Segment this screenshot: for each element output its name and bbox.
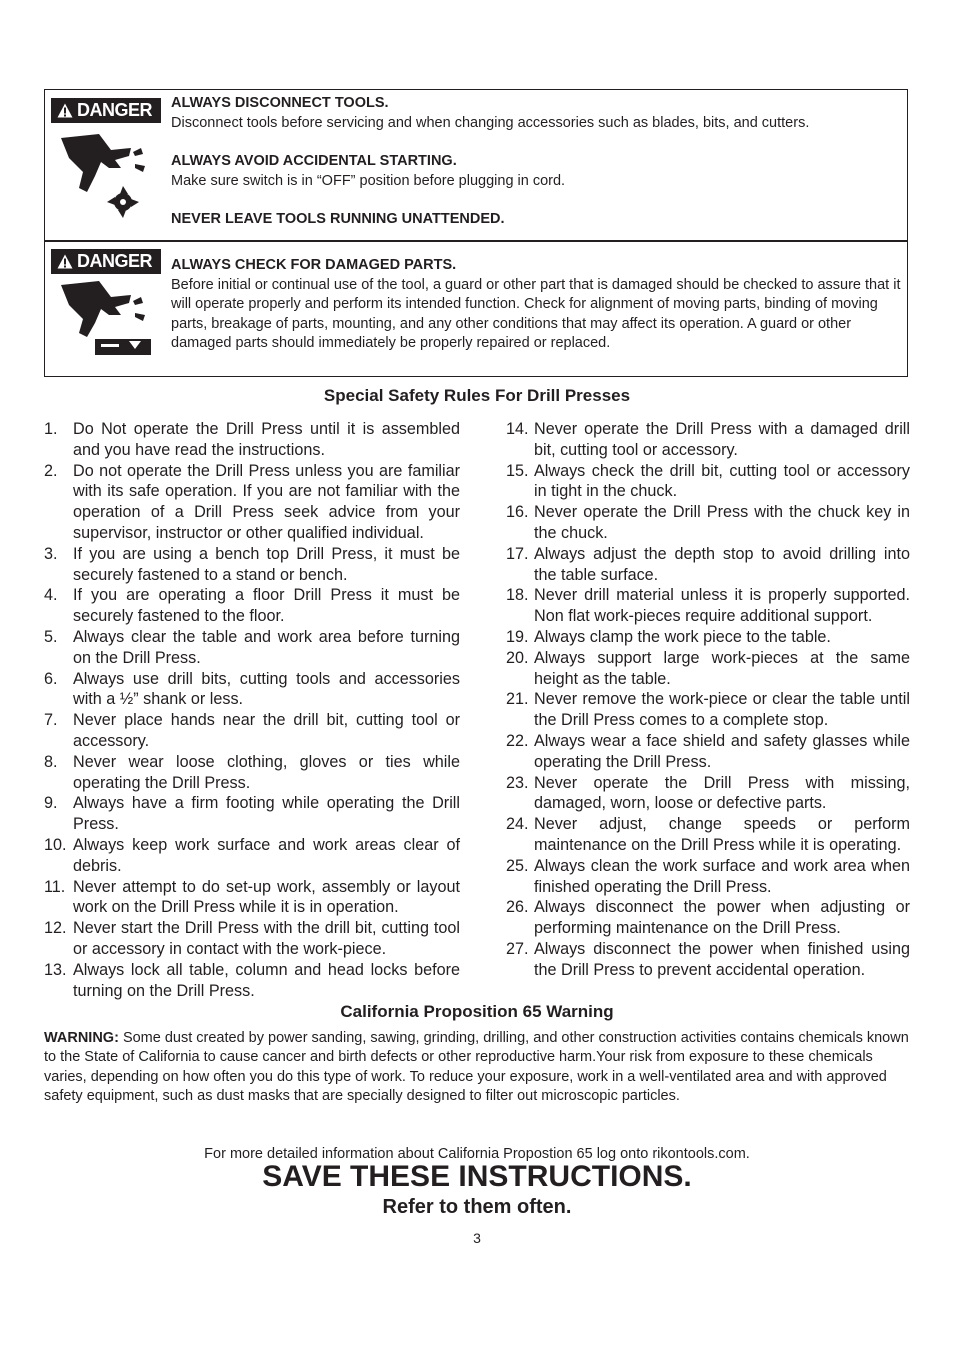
rule-text: Never place hands near the drill bit, cutting tool or accessory. xyxy=(73,711,460,750)
rule-item xyxy=(44,461,460,544)
rule-text: Always keep work surface and work areas clear of debris. xyxy=(73,835,460,875)
rule-item xyxy=(494,461,910,503)
rule-text: Always disconnect the power when finished using the Drill Press to prevent accidental operation. xyxy=(534,939,910,979)
danger-heading-starting: ALWAYS AVOID ACCIDENTAL STARTING. xyxy=(171,153,457,169)
rule-number: 7. xyxy=(44,711,58,730)
danger-body-starting: Make sure switch is in “OFF” position before plugging in cord. xyxy=(171,172,566,189)
rules-list-right xyxy=(494,419,910,981)
rule-text: Always use drill bits, cutting tools and accessories with a ½” shank or less. xyxy=(73,669,460,709)
danger-heading-unattended: NEVER LEAVE TOOLS RUNNING UNATTENDED. xyxy=(171,211,505,227)
rule-text: Always lock all table, column and head locks before turning on the Drill Press. xyxy=(73,960,460,1000)
prop65-warning-label: WARNING: xyxy=(44,1030,119,1046)
rule-text: Never operate the Drill Press with missing, damaged, worn, loose or defective parts. xyxy=(534,773,910,813)
rule-text: If you are using a bench top Drill Press, it must be securely fastened to a stand or bench. xyxy=(73,544,460,584)
danger-badge xyxy=(51,249,161,274)
rule-text: Never attempt to do set-up work, assembly or layout work on the Drill Press while it is in operation. xyxy=(73,877,460,917)
rule-text: Always clear the table and work area before turning on the Drill Press. xyxy=(73,627,460,667)
rule-number: 21. xyxy=(506,690,529,709)
rule-item xyxy=(44,544,460,586)
danger-box-1-text xyxy=(171,94,903,230)
rule-text: Never remove the work-piece or clear the table until the Drill Press comes to a complete stop. xyxy=(534,690,910,730)
rule-number: 24. xyxy=(506,815,529,834)
rule-text: Always wear a face shield and safety glasses while operating the Drill Press. xyxy=(534,731,910,771)
rule-text: Do not operate the Drill Press unless you are familiar with its safe operation. If you are not familiar with the operation of a Drill Press seek advice from your supervisor, instructor or other qualified individual. xyxy=(73,461,460,542)
rule-item xyxy=(44,793,460,835)
rule-item xyxy=(494,585,910,627)
rules-list-left xyxy=(44,419,460,1001)
rule-item xyxy=(494,897,910,939)
prop65-warning-text: Some dust created by power sanding, sawing, grinding, drilling, and other construction activities contains chemicals known to the State of California to cause cancer and birth defects or other reproductive harm.Your risk from exposure to these chemicals varies, depending on how often you do this type of work. To reduce your exposure, work in a well-ventilated area and with approved safety equipment, such as dust masks that are specially designed to filter out microscopic particles. xyxy=(44,1030,909,1105)
rule-item xyxy=(494,939,910,981)
rule-text: Never operate the Drill Press with the chuck key in the chuck. xyxy=(534,503,910,542)
rule-item xyxy=(494,773,910,815)
rule-text: Never start the Drill Press with the drill bit, cutting tool or accessory in contact with the work-piece. xyxy=(73,919,460,958)
more-info-text: For more detailed information about California Propostion 65 log onto rikontools.com. xyxy=(204,1146,750,1162)
rule-number: 25. xyxy=(506,856,529,875)
rule-number: 15. xyxy=(506,461,529,480)
rule-item xyxy=(44,627,460,669)
rule-item xyxy=(44,669,460,711)
rule-item xyxy=(44,585,460,627)
save-instructions-title: SAVE THESE INSTRUCTIONS. xyxy=(262,1160,692,1193)
rule-item xyxy=(44,877,460,919)
rule-number: 9. xyxy=(44,794,58,813)
danger-box-2-text xyxy=(171,256,903,354)
rule-item xyxy=(494,731,910,773)
rule-number: 18. xyxy=(506,586,529,605)
rule-text: Always support large work-pieces at the same height as the table. xyxy=(534,648,910,688)
rule-text: Never drill material unless it is properly supported. Non flat work-pieces require additional support. xyxy=(534,586,910,626)
danger-body-disconnect: Disconnect tools before servicing and when changing accessories such as blades, bits, and cutters. xyxy=(171,114,810,131)
rule-number: 13. xyxy=(44,960,67,979)
rules-heading: Special Safety Rules For Drill Presses xyxy=(323,386,631,405)
danger-body-damaged-parts: Before initial or continual use of the tool, a guard or other part that is damaged should be checked to assure that it will operate properly and perform its intended function. Check for alignment of moving parts, binding of moving parts, breakage of parts, mounting, and any other conditions that may affect its operation. A guard or other damaged parts should immediately be properly repaired or replaced. xyxy=(171,276,901,351)
rule-number: 6. xyxy=(44,669,58,688)
rule-item xyxy=(44,710,460,752)
rule-number: 22. xyxy=(506,731,529,750)
rule-number: 8. xyxy=(44,752,58,771)
danger-badge xyxy=(51,98,161,123)
rule-item xyxy=(44,835,460,877)
rule-text: Always clean the work surface and work area when finished operating the Drill Press. xyxy=(534,856,910,896)
hand-damaged-part-icon xyxy=(59,281,155,357)
refer-often-subtitle: Refer to them often. xyxy=(382,1196,572,1218)
rule-text: Always adjust the depth stop to avoid drilling into the table surface. xyxy=(534,544,910,584)
rule-item xyxy=(494,419,910,461)
rule-text: Always check the drill bit, cutting tool or accessory in tight in the chuck. xyxy=(534,461,910,501)
warning-triangle-icon xyxy=(57,254,73,269)
rule-text: Always have a firm footing while operating the Drill Press. xyxy=(73,794,460,834)
rule-item xyxy=(494,544,910,586)
rule-text: If you are operating a floor Drill Press it must be securely fastened to the floor. xyxy=(73,586,460,626)
rule-number: 26. xyxy=(506,898,529,917)
rule-item xyxy=(494,502,910,544)
rule-item xyxy=(44,419,460,461)
danger-box-disconnect xyxy=(44,89,908,242)
rule-item xyxy=(494,814,910,856)
page-number: 3 xyxy=(473,1230,481,1246)
rule-number: 4. xyxy=(44,586,58,605)
danger-heading-disconnect: ALWAYS DISCONNECT TOOLS. xyxy=(171,95,389,111)
rule-item xyxy=(494,627,910,648)
rule-number: 1. xyxy=(44,420,58,438)
hand-cutter-icon xyxy=(59,134,149,222)
danger-badge-label: DANGER xyxy=(77,100,153,120)
rule-text: Never wear loose clothing, gloves or ties while operating the Drill Press. xyxy=(73,752,460,792)
rule-number: 16. xyxy=(506,503,529,522)
prop65-warning-paragraph xyxy=(44,1029,910,1107)
rule-number: 17. xyxy=(506,544,529,563)
rule-text: Do Not operate the Drill Press until it is assembled and you have read the instructions. xyxy=(73,420,460,459)
warning-triangle-icon xyxy=(57,103,73,118)
rule-number: 23. xyxy=(506,773,529,792)
danger-heading-damaged-parts: ALWAYS CHECK FOR DAMAGED PARTS. xyxy=(171,257,457,273)
rule-text: Always clamp the work piece to the table. xyxy=(534,627,831,646)
danger-badge-label: DANGER xyxy=(77,251,153,271)
prop65-heading: California Proposition 65 Warning xyxy=(340,1002,614,1021)
rule-number: 10. xyxy=(44,835,67,854)
rule-item xyxy=(44,918,460,960)
rule-text: Never operate the Drill Press with a damaged drill bit, cutting tool or accessory. xyxy=(534,420,910,459)
rule-number: 12. xyxy=(44,919,67,938)
rule-number: 14. xyxy=(506,420,529,438)
danger-box-damaged-parts xyxy=(44,240,908,377)
rule-number: 3. xyxy=(44,544,58,563)
rule-item xyxy=(494,689,910,731)
rule-item xyxy=(44,960,460,1002)
rule-item xyxy=(44,752,460,794)
rule-item xyxy=(494,856,910,898)
rule-number: 19. xyxy=(506,627,529,646)
rule-item xyxy=(494,648,910,690)
rule-number: 20. xyxy=(506,648,529,667)
rule-number: 11. xyxy=(44,877,66,896)
rule-number: 2. xyxy=(44,461,58,480)
rule-text: Always disconnect the power when adjusting or performing maintenance on the Drill Press. xyxy=(534,898,910,938)
rule-number: 27. xyxy=(506,939,529,958)
rule-text: Never adjust, change speeds or perform maintenance on the Drill Press while it is operating. xyxy=(534,815,910,854)
rule-number: 5. xyxy=(44,627,58,646)
